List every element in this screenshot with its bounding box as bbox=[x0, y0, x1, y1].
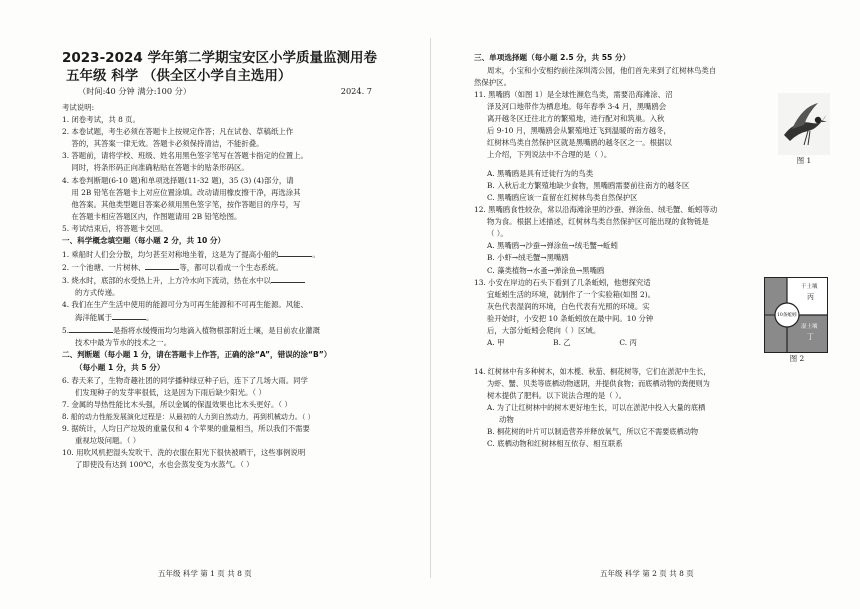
exam-time-score: （时间:40 分钟 满分:100 分） bbox=[78, 86, 192, 96]
question-14-line: 为虾、蟹、贝类等底栖动物遮阴，并提供食物；而底栖动物的粪便则为 bbox=[487, 378, 710, 388]
question-14-line: 树木提供了肥料。以下说法合理的是（ ）。 bbox=[487, 390, 627, 400]
section-1-heading: 一、科学概念填空题（每小题 2 分，共 10 分） bbox=[62, 236, 226, 246]
question-6: 6. 春天来了，生物奇趣社团的同学播种绿豆种子后，连下了几场大雨。同学 bbox=[62, 375, 308, 385]
question-11-line: 后 9-10 月，黑嘴鸥会从繁殖地迁飞到温暖的南方越冬， bbox=[487, 126, 671, 136]
question-10: 10. 用吹风机把湿头发吹干、洗的衣服在阳光下很快被晒干，这些事例说明 bbox=[62, 448, 306, 458]
question-11-line: 红树林鸟类自然保护区就是黑嘴鸥的越冬区之一。根据以 bbox=[487, 138, 672, 148]
instruction-line: 5. 考试结束后，将答题卡交回。 bbox=[62, 223, 168, 233]
question-3-cont: 的方式传递。 bbox=[75, 287, 120, 297]
question-14-option-b: B. 桐花树的叶片可以制造营养并释放氧气，所以它不需要底栖动物 bbox=[487, 427, 699, 437]
question-13: 13. 小安在岸边的石头下看到了几条蚯蚓，他想探究适 bbox=[474, 277, 651, 287]
question-11-line: 上介绍，下列说法中不合理的是（ ）。 bbox=[487, 150, 612, 160]
question-8: 8. 船的动力性能发展演化过程是：从最初的人力到自然动力，再到机械动力。（ ） bbox=[62, 412, 315, 421]
question-1: 1. 乘船时人们会分散，均匀甚至对称地坐着，这是为了提高小船的 。 bbox=[62, 249, 320, 259]
question-10-cont: 了即使没有达到 100℃，水也会蒸发变为水蒸气。（ ） bbox=[75, 460, 254, 470]
question-14-option-a: A. 为了让红树林中的树木更好地生长，可以在淤泥中投入大量的底栖 bbox=[487, 402, 706, 412]
question-13-option-b: B. 乙 bbox=[553, 338, 571, 348]
question-11-line: 离开越冬区迁往北方的繁殖地，进行配对和筑巢。入秋 bbox=[487, 113, 665, 123]
question-12-line: （ ）。 bbox=[487, 229, 508, 239]
experiment-box bbox=[764, 277, 828, 353]
instruction-line: 4. 本卷判断题(6-10 题)和单项选择题(11-32 题)，35 (3) (4)部分，请 bbox=[62, 175, 294, 185]
question-6-cont: 们发现种子的发芽率很低，这是因为下雨后缺少阳光。（ ） bbox=[75, 387, 266, 397]
figure-1 bbox=[778, 93, 830, 166]
section-2-heading-cont: （每小题 1 分，共 5 分） bbox=[75, 362, 165, 372]
question-14: 14. 红树林中有多种树木，如木榄、秋茄、桐花树等，它们在淤泥中生长， bbox=[474, 366, 711, 376]
exam-title: 2023-2024 学年第二学期宝安区小学质量监测用卷 bbox=[62, 50, 377, 66]
question-12-option-c: C. 藻类植物→水蚤→弹涂鱼→黑嘴鸥 bbox=[487, 265, 605, 275]
question-12-option-b: B. 小虾→绒毛蟹→黑嘴鸥 bbox=[487, 253, 569, 263]
instruction-line: 他答案。其他类型题目答案必须用黑色签字笔，按作答题目的序号，写 bbox=[62, 199, 301, 209]
page-footer-right: 五年级 科学 第 2 页 共 8 页 bbox=[600, 569, 694, 578]
question-9-cont: 重视垃圾问题。（ ） bbox=[75, 436, 141, 446]
page-footer-left: 五年级 科学 第 1 页 共 8 页 bbox=[158, 569, 252, 578]
question-11: 11. 黑嘴鸥（如图 1）是全球性濒危鸟类，需要沿海滩涂、沼 bbox=[474, 89, 673, 99]
exam-date: 2024. 7 bbox=[340, 86, 372, 96]
question-5-cont: 技术中最为节水的技术之一。 bbox=[75, 338, 172, 348]
black-headed-gull-image bbox=[778, 93, 830, 155]
section-3-intro: 周末，小宝和小安相约前往深圳湾公园，他们首先来到了红树林鸟类自 bbox=[487, 65, 717, 75]
wet-soil-label: 湿土壤 bbox=[801, 323, 818, 330]
page-divider bbox=[430, 38, 431, 578]
question-13-line: 灰色代表湿润的环境，白色代表有光照的环境。实 bbox=[487, 301, 650, 311]
question-5: 5. 是指将水缓慢而均匀地滴入植物根部附近土壤，是目前农业灌溉 bbox=[62, 326, 321, 336]
question-12-option-a: A. 黑嘴鸥→沙蚕→弹涂鱼→绒毛蟹→蚯蚓 bbox=[487, 241, 618, 251]
question-12-line: 物为食。根据上述描述，红树林鸟类自然保护区可能出现的食物链是 bbox=[487, 217, 709, 227]
instruction-line: 答的，其答案一律无效。答题卡必须保持清洁，不能折叠。 bbox=[62, 139, 264, 149]
question-4: 4. 我们在生产生活中使用的能源可分为可再生能源和不可再生能源。风能、 bbox=[62, 300, 308, 309]
section-3-intro-cont: 然保护区。 bbox=[474, 77, 511, 87]
question-14-option-c: C. 底栖动物和红树林相互依存、相互联系 bbox=[487, 439, 623, 449]
dry-soil-label: 干土壤 bbox=[801, 283, 818, 290]
question-11-option-b: B. 入秋后北方繁殖地缺少食物，黑嘴鸥需要前往南方的越冬区 bbox=[487, 180, 690, 190]
instruction-line: 3. 答题前，请将学校、班级、姓名用黑色签字笔写在答题卡指定的位置上。 bbox=[62, 151, 308, 161]
question-7: 7. 金属的导热性能比木头强，所以金属的保温效果也比木头更好。（ ） bbox=[62, 399, 292, 409]
question-13-option-a: A. 甲 bbox=[487, 338, 505, 348]
question-3: 3. 烧水时，底部的水受热上升，上方冷水向下流动，热在水中以 bbox=[62, 274, 396, 287]
figure-2 bbox=[764, 277, 830, 364]
question-11-option-c: C. 黑嘴鸥应该一直留在红树林鸟类自然保护区 bbox=[487, 192, 638, 202]
instruction-line: 2. 本卷试题，考生必须在答题卡上按规定作答；凡在试卷、草稿纸上作 bbox=[62, 127, 294, 137]
worms-center-label: 10条蚯蚓 bbox=[777, 312, 797, 318]
instruction-line: 同时，将条形码正向准确粘贴在答题卡的贴条形码区。 bbox=[62, 163, 249, 173]
question-12: 12. 黑嘴鸥食性较杂，常以沿海滩涂里的沙蚕、弹涂鱼、绒毛蟹、蚯蚓等动 bbox=[474, 205, 718, 215]
instruction-line: 在答题卡相应答题区内，作图题请用 2B 铅笔绘图。 bbox=[62, 211, 242, 221]
question-13-line: 后，大部分蚯蚓会爬向（ ）区域。 bbox=[487, 326, 601, 335]
question-11-line: 泽及河口地带作为栖息地。每年春季 3-4 月，黑嘴鸥会 bbox=[487, 101, 667, 111]
question-4-cont: 海洋能属于 。 bbox=[75, 313, 154, 323]
page-1 bbox=[0, 0, 428, 609]
figure-2-caption: 图 2 bbox=[789, 353, 805, 363]
section-2-heading: 二、判断题（每小题 1 分，请在答题卡上作答，正确的涂“A”，错误的涂“B”） bbox=[62, 350, 332, 360]
question-13-line: 宜蚯蚓生活的环境，就制作了一个实验箱(如图 2)。 bbox=[487, 289, 656, 299]
figure-1-caption: 图 1 bbox=[796, 155, 812, 165]
zone-ding: 丁 bbox=[807, 332, 814, 341]
instruction-line: 1. 闭卷考试，共 8 页。 bbox=[62, 115, 140, 125]
section-3-heading: 三、单项选择题（每小题 2.5 分，共 55 分） bbox=[474, 53, 631, 62]
instructions-heading: 考试说明: bbox=[62, 103, 95, 112]
exam-subtitle: 五年级 科学 （供全区小学自主选用） bbox=[66, 68, 292, 84]
page-2 bbox=[432, 0, 860, 609]
question-13-option-c: C. 丙 bbox=[619, 338, 637, 348]
exam-meta bbox=[62, 85, 396, 98]
question-2: 2. 一个池塘、一片树林、 等，都可以看成一个生态系统。 bbox=[62, 262, 283, 272]
question-11-option-a: A. 黑嘴鸥是具有迁徙行为的鸟类 bbox=[487, 168, 594, 178]
question-14-option-a-cont: 动物 bbox=[499, 415, 514, 424]
zone-bing: 丙 bbox=[807, 292, 814, 301]
question-9: 9. 据统计，人均日产垃圾的重量仅和 4 个苹果的重量相当，所以我们不需要 bbox=[62, 423, 310, 433]
question-13-line: 验开始时，小安把 10 条蚯蚓放在最中间。10 分钟 bbox=[487, 313, 654, 323]
instruction-line: 用 2B 铅笔在答题卡上对应位置涂填。改动请用橡皮擦干净，再选涂其 bbox=[62, 187, 301, 197]
